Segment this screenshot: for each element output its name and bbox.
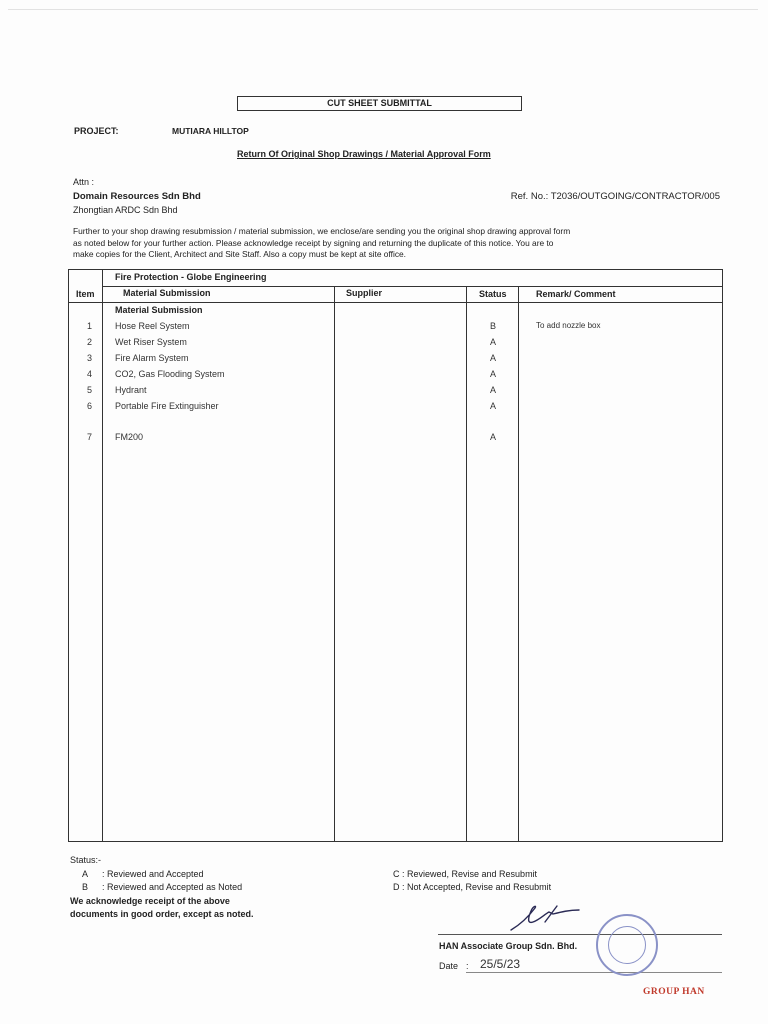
col-header-status: Status [479,289,507,299]
row-status: B [490,321,497,331]
col-divider-status [518,287,519,841]
col-header-material: Material Submission [123,288,211,298]
col-divider-material [334,287,335,841]
row-item: 2 [87,337,93,347]
status-text-a: : Reviewed and Accepted [102,869,204,879]
row-item: 1 [87,321,93,331]
addressee-sub-company: Zhongtian ARDC Sdn Bhd [73,205,178,215]
status-text-c: C : Reviewed, Revise and Resubmit [393,869,538,879]
intro-line-2: as noted below for your further action. Please acknowledge receipt by signing and returning the duplicate of this notice. You are to [73,237,554,248]
date-label: Date [439,961,459,971]
form-title: Return Of Original Shop Drawings / Material Approval Form [237,149,491,159]
row-material: Hydrant [115,385,147,395]
document-title: CUT SHEET SUBMITTAL [237,96,522,111]
row-item: 3 [87,353,93,363]
section-title: Material Submission [115,305,203,315]
column-header-rule [69,302,722,303]
intro-paragraph [73,226,723,261]
row-status: A [490,337,497,347]
status-text-b: : Reviewed and Accepted as Noted [102,882,243,892]
row-material: CO2, Gas Flooding System [115,369,225,379]
row-item: 6 [87,401,93,411]
reference-number: Ref. No.: T2036/OUTGOING/CONTRACTOR/005 [510,191,720,202]
col-header-remark: Remark/ Comment [536,289,616,299]
submission-table [68,269,723,842]
project-name: MUTIARA HILLTOP [172,126,249,136]
addressee-company: Domain Resources Sdn Bhd [73,191,201,202]
row-material: FM200 [115,432,144,442]
row-item: 7 [87,432,93,442]
row-status: A [490,401,497,411]
acknowledge-line-2: documents in good order, except as noted. [70,909,254,919]
col-header-item: Item [76,289,95,299]
row-material: Hose Reel System [115,321,190,331]
row-status: A [490,432,497,442]
signoff-company: HAN Associate Group Sdn. Bhd. [439,941,578,951]
status-legend-title: Status:- [70,855,102,865]
signature-mark [505,898,585,938]
intro-line-1: Further to your shop drawing resubmission / material submission, we enclose/are sending you the original shop drawing approval form [73,226,571,236]
intro-line-3: make copies for the Client, Architect and Site Staff. Also a copy must be kept at site office. [73,249,407,259]
row-material: Portable Fire Extinguisher [115,401,219,411]
group-header: Fire Protection - Globe Engineering [115,272,267,282]
row-item: 5 [87,385,93,395]
status-code-a: A [82,869,89,879]
row-status: A [490,385,497,395]
col-divider-supplier [466,287,467,841]
status-code-b: B [82,882,89,892]
row-status: A [490,353,497,363]
date-line [466,972,722,973]
col-header-supplier: Supplier [346,288,383,298]
acknowledge-line-1: We acknowledge receipt of the above [70,896,230,906]
row-item: 4 [87,369,93,379]
company-stamp-inner [608,926,646,964]
date-value: 25/5/23 [480,957,521,971]
top-edge-line [8,9,758,10]
date-colon: : [466,961,469,971]
project-label: PROJECT: [74,126,119,136]
signature-line [438,934,722,935]
attn-label: Attn : [73,177,95,187]
company-logo: GROUP HAN [643,987,705,997]
row-material: Fire Alarm System [115,353,189,363]
row-remark: To add nozzle box [536,321,601,330]
row-status: A [490,369,497,379]
col-divider-item [102,270,103,841]
row-material: Wet Riser System [115,337,187,347]
group-header-rule [102,286,722,287]
status-text-d: D : Not Accepted, Revise and Resubmit [393,882,552,892]
company-stamp [596,914,658,976]
